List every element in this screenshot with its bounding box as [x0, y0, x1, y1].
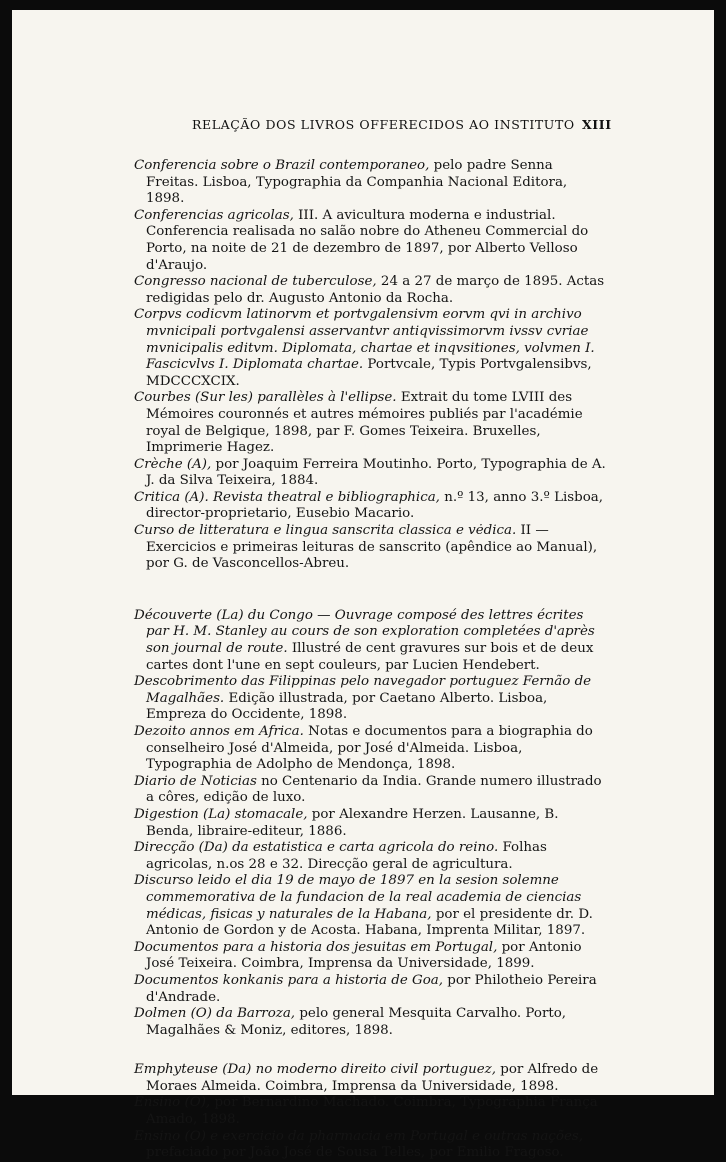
list-item: Digestion (La) stomacale, por Alexandre Herzen. Lausanne, B. Benda, libraire-editeur, 1886.	[134, 806, 559, 839]
list-item: Ensino (O), por Bernardino Machado. Coimbra, Typographia França Amado, 1898.	[134, 1095, 598, 1128]
list-item: Dolmen (O) da Barroza, pelo general Mesquita Carvalho. Porto, Magalhães & Moniz, editores, 1898.	[134, 1006, 567, 1038]
list-item: Descobrimento das Filippinas pelo navegador portuguez Fernão de Magalhães. Edição illustrada, por Caetano Alberto. Lisboa, Empreza do Occidente, 1898.	[134, 674, 592, 723]
list-item: Ensino (O) e exercicio da pharmacia em Portugal e outras nações, prefaciado por João José de Sousa Telles, por Emilio Fragoso.	[134, 1128, 584, 1161]
list-item: Documentos para a historia dos jesuitas em Portugal, por Antonio José Teixeira. Coimbra, Imprensa da Universidade, 1899.	[134, 939, 582, 972]
list-item: Diario de Noticias no Centenario da India. Grande numero illustrado a côres, edição de luxo.	[134, 773, 602, 806]
page-number: XIII	[582, 117, 612, 132]
list-item: Conferencias agricolas, III. A avicultura moderna e industrial. Conferencia realisada no salão nobre do Atheneu Commercial do Porto, na noite de 21 de dezembro de 1897, por Alberto Velloso d'Araujo.	[134, 207, 589, 273]
section-e	[134, 1062, 609, 1162]
section-c	[134, 158, 609, 573]
list-item: Découverte (La) du Congo — Ouvrage composé des lettres écrites par H. M. Stanley au cours de son exploration completées d'après son journal de route. Illustré de cent gravures sur bois et de deux cartes dont l'une en sept couleurs, par Lucien Hendebert.	[134, 607, 595, 673]
section-d	[134, 608, 609, 1039]
list-item: Documentos konkanis para a historia de Goa, por Philotheio Pereira d'Andrade.	[134, 972, 597, 1005]
section-spacer	[134, 573, 609, 608]
list-item: Emphyteuse (Da) no moderno direito civil portuguez, por Alfredo de Moraes Almeida. Coimbra, Imprensa da Universidade, 1898.	[134, 1062, 599, 1094]
list-item: Curso de litteratura e lingua sanscrita classica e vėdica. II — Exercicios e primeiras leituras de sanscrito (apêndice ao Manual), por G. de Vasconcellos-Abreu.	[134, 523, 598, 572]
list-item: Discurso leido el dia 19 de mayo de 1897 en la sesion solemne commemorativa de la fundacion de la real academia de ciencias médicas, fisicas y naturales de la Habana, por el presidente dr. D. Antonio de Gordon y de Acosta. Habana, Imprenta Militar, 1897.	[134, 873, 593, 939]
list-item: Congresso nacional de tuberculose, 24 a 27 de março de 1895. Actas redigidas pelo dr. Augusto Antonio da Rocha.	[134, 274, 605, 306]
list-item: Conferencia sobre o Brazil contemporaneo, pelo padre Senna Freitas. Lisboa, Typographia da Companhia Nacional Editora, 1898.	[134, 158, 568, 207]
section-spacer	[134, 1039, 609, 1062]
list-item: Direcção (Da) da estatistica e carta agricola do reino. Folhas agricolas, n.os 28 e 32. Direcção geral de agricultura.	[134, 840, 547, 872]
list-item: Critica (A). Revista theatral e bibliographica, n.º 13, anno 3.º Lisboa, director-proprietario, Eusebio Macario.	[134, 489, 603, 522]
bibliography-list	[134, 158, 609, 1162]
list-item: Dezoito annos em Africa. Notas e documentos para a biographia do conselheiro José d'Almeida, por José d'Almeida. Lisboa, Typographia de Adolpho de Mendonça, 1898.	[134, 724, 593, 773]
book-page	[12, 10, 714, 1161]
list-item: Courbes (Sur les) parallèles à l'ellipse. Extrait du tome LVIII des Mémoires couronnés et autres mémoires publiés par l'académie royal de Belgique, 1898, par F. Gomes Teixeira. Bruxelles, Imprimerie Hagez.	[134, 390, 583, 456]
list-item: Corpvs codicvm latinorvm et portvgalensivm eorvm qvi in archivo mvnicipali portvgalensi asservantvr antiqvissimorvm ivssv cvriae mvnicipalis editvm. Diplomata, chartae et inqvsitiones, volvmen I. Fascicvlvs I. Diplomata chartae. Portvcale, Typis Portvgalensibvs, MDCCCXCIX.	[134, 307, 595, 389]
running-header	[12, 117, 714, 141]
list-item: Crèche (A), por Joaquim Ferreira Moutinho. Porto, Typographia de A. J. da Silva Teixeira, 1884.	[134, 456, 606, 489]
header-title: RELAÇÃO DOS LIVROS OFFERECIDOS AO INSTITUTO	[192, 117, 575, 132]
